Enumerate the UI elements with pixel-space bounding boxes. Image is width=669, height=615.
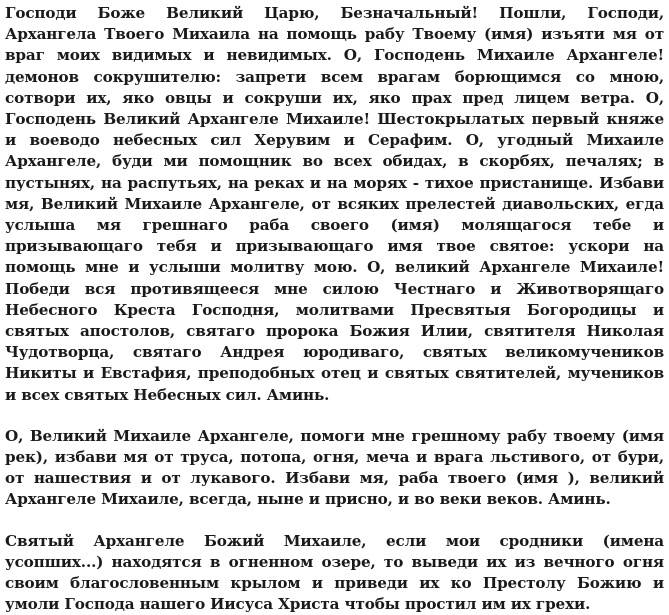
prayer-paragraph-1: Господи Боже Великий Царю, Безначальный! Пошли, Господи, Архангела Твоего Михаила на помощь рабу Твоему (имя) изъяти мя от враг моих видимых и невидимых. О, Господень Михаиле Архангеле! демонов сокрушителю: запрети всем врагам борющимся со мною, сотвори их, яко овцы и сокруши их, яко прах пред лицем ветра. О, Господень Великий Архангеле Михаиле! Шестокрылатых первый княже и воеводо небесных сил Херувим и Серафим. О, угодный Михаиле Архангеле, буди ми помощник во всех обидах, в скорбях, печалях; в пустынях, на распутьях, на реках и на морях - тихое пристанище. Избави мя, Великий Михаиле Архангеле, от всяких прелестей диавольских, егда услыша мя грешнаго раба своего (имя) молящагося тебе и призывающаго тебя и призывающаго имя твое святое: ускори на помощь мне и услыши молитву мою. О, великий Архангеле Михаиле! Победи вся противящееся мне силою Честнаго и Животворящаго Небесного Креста Господня, молитвами Пресвятыя Богородицы и святых апостолов, святаго пророка Божия Илии, святителя Николая Чудотворца, святаго Андрея юродиваго, святых великомучеников Никиты и Евстафия, преподобных отец и святых святителей, мучеников и всех святых Небесных сил. Аминь.: [5, 4, 664, 404]
prayer-paragraph-2: О, Великий Михаиле Архангеле, помоги мне грешному рабу твоему (имя рек), избави мя от труса, потопа, огня, меча и врага льстивого, от бури, от нашествия и от лукавого. Избави мя, раба твоего (имя ), великий Архангеле Михаиле, всегда, ныне и присно, и во веки веков. Аминь.: [5, 426, 664, 509]
prayer-paragraph-3: Святый Архангеле Божий Михаиле, если мои сродники (имена усопших...) находятся в огненном озере, то выведи их из вечного огня своим благословенным крылом и приведи их ко Престолу Божию и умоли Господа нашего Иисуса Христа чтобы простил им их грехи.: [5, 531, 664, 614]
prayer-document: [5, 3, 664, 615]
